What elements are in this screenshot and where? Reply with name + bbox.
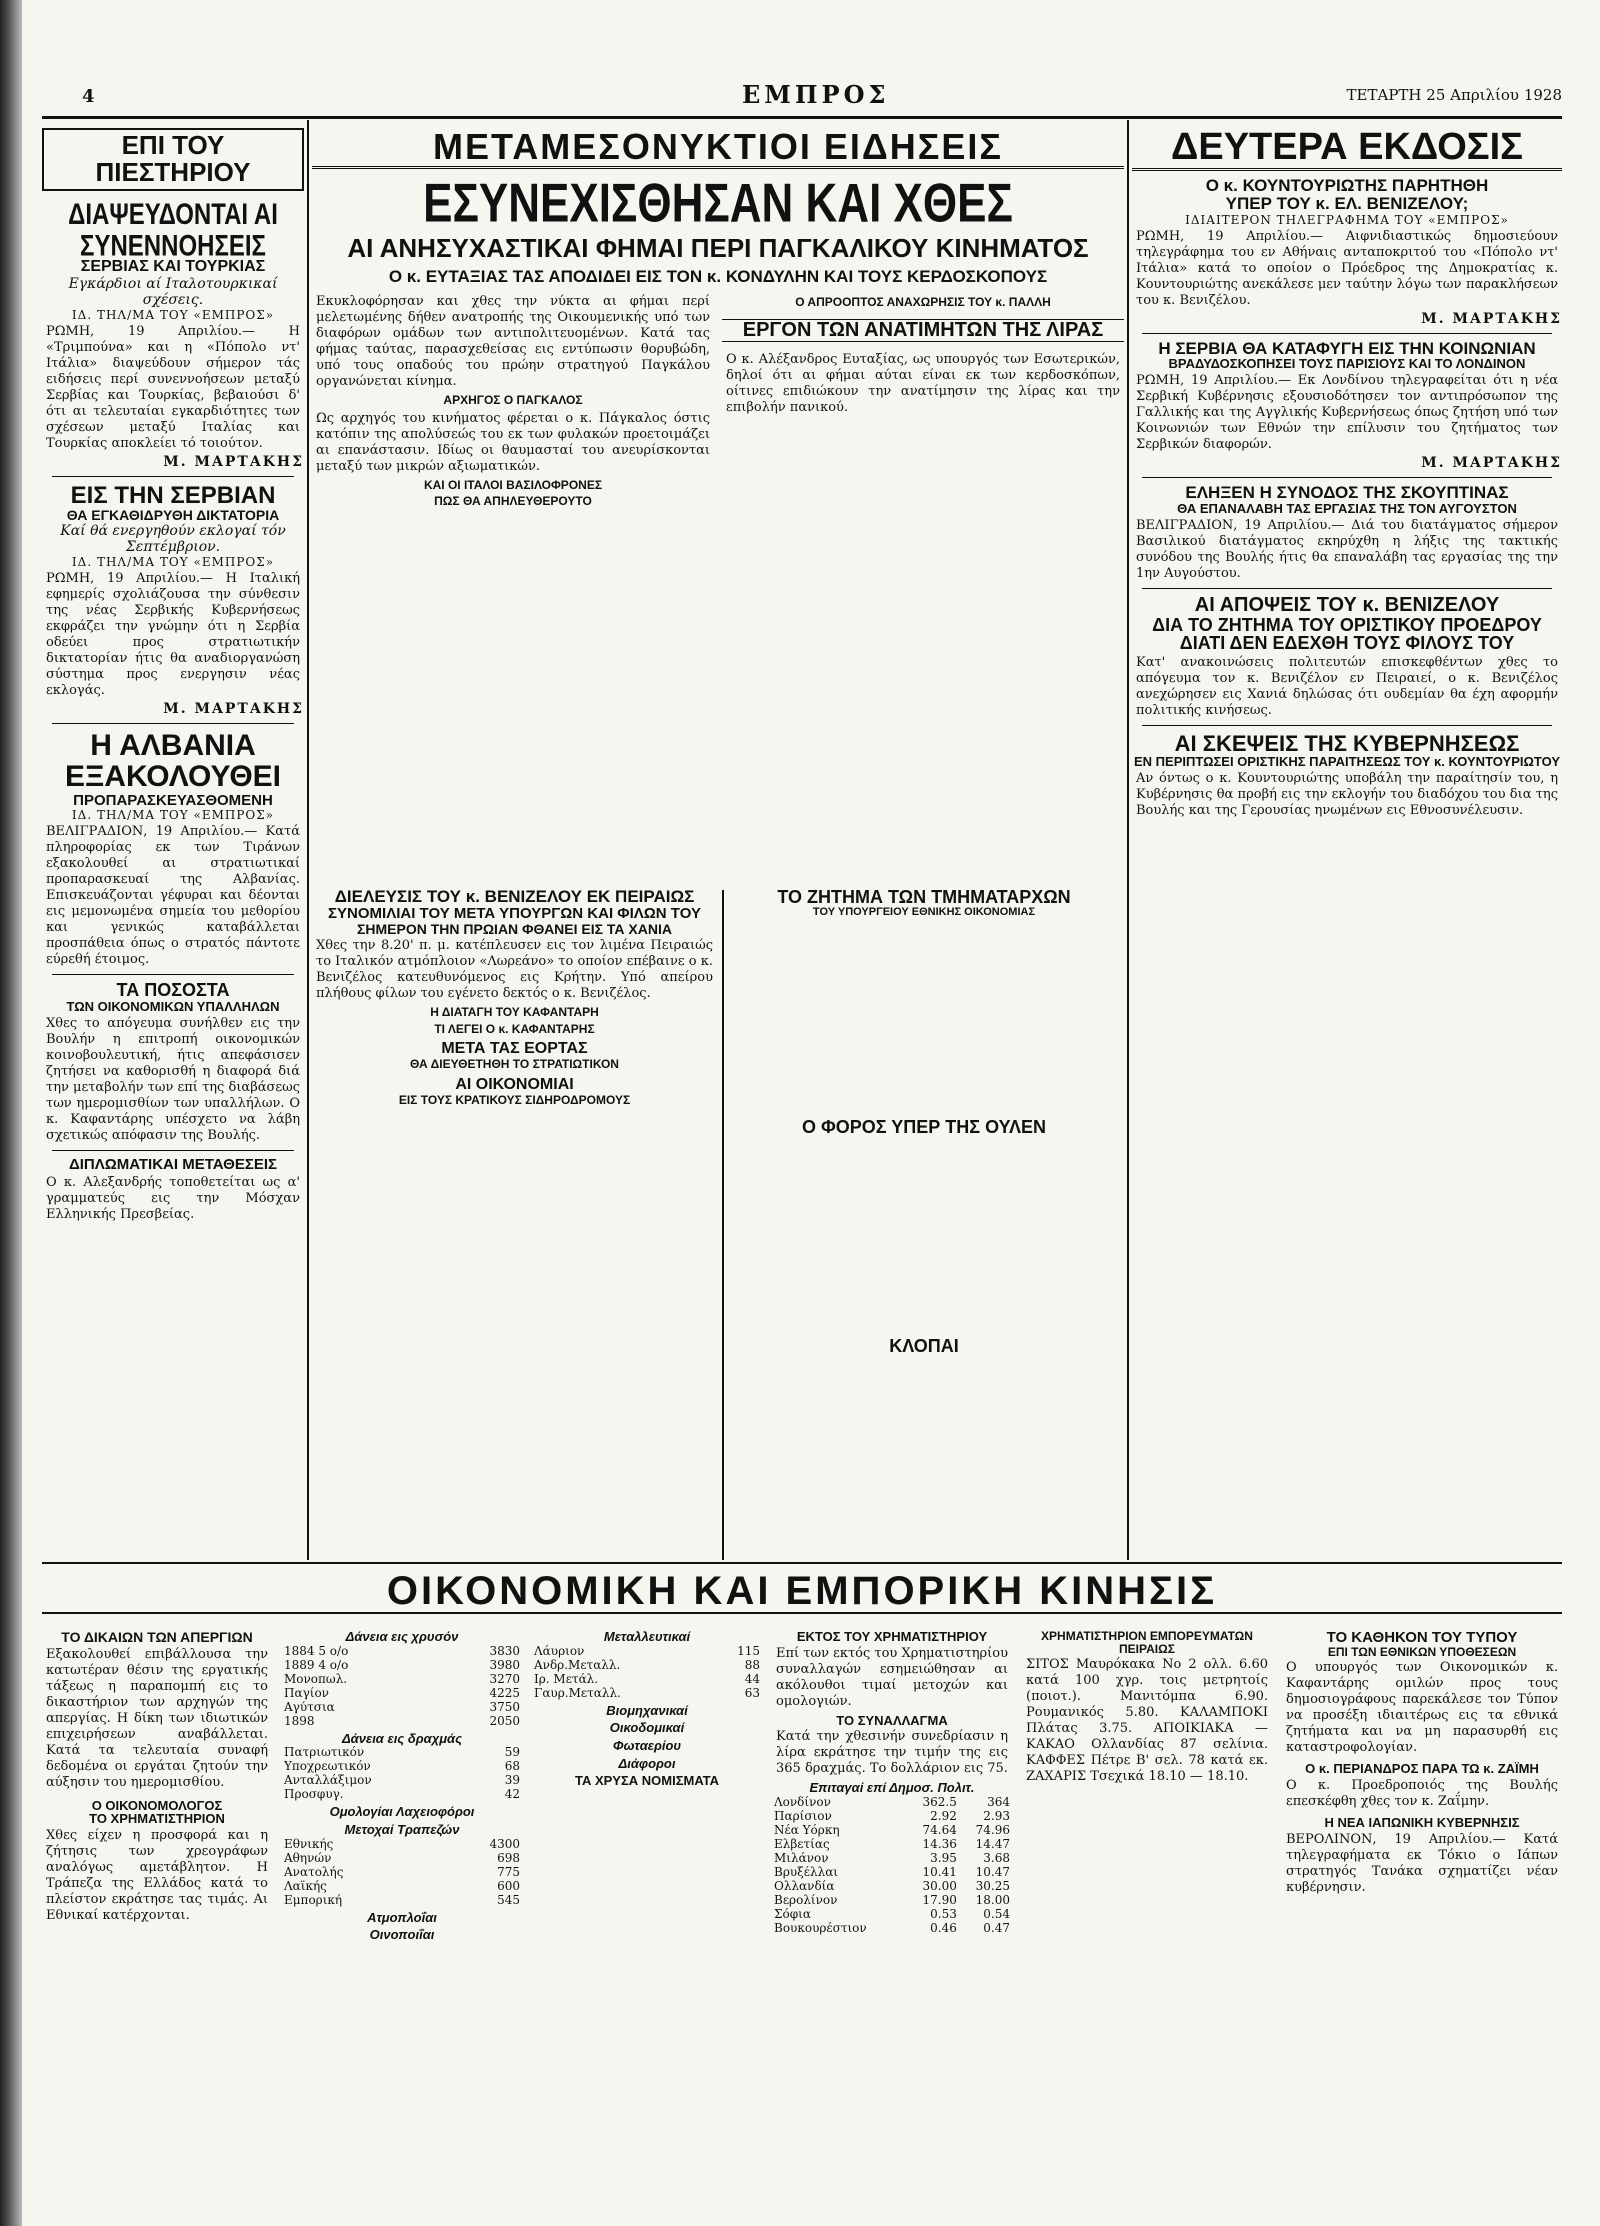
table-value-cell: 600 bbox=[497, 1878, 520, 1893]
table-value-cell: 2.93 bbox=[983, 1808, 1010, 1823]
bond-table bbox=[282, 1745, 522, 1801]
table-value-cell: 63 bbox=[744, 1685, 760, 1700]
article-body: Εξακολουθεί επιβάλλουσα την κατωτέραν θέσιν της εργατικής τάξεως η παραπομπή εις το δικαστήριον των αρχηγών της απεργίας. Η δίκη των ιδιωτικών επιχειρήσεων αναβάλλεται. Κατά τα τελευταία συναφή δεδομένα οι εργάται ζητούν την αύξησιν του ημερομισθίου. bbox=[46, 1646, 268, 1790]
table-label-cell: Ιρ. Μετάλ. bbox=[534, 1671, 599, 1686]
table-label-cell: 1884 5 ο/ο bbox=[284, 1643, 349, 1658]
table-value-cell: 0.53 bbox=[930, 1906, 957, 1921]
article-body: Χθες το απόγευμα συνήλθεν εις την Βουλήν η επιτροπή οικονομικών κοινοβουλευτική, ήτις απεφάσισεν ζητήσει να καθορισθή η διαφορά διά την μεταβολήν των επί της διαβάσεως των ημερομισθίων των υπαλλήλων. Ο κ. Καφαντάρης υπέσχετο να λάβη σχετικώς απόφασιν της Βουλής. bbox=[46, 1015, 300, 1143]
table-value-cell: 0.47 bbox=[983, 1920, 1010, 1935]
table-heading: Επιταγαί επί Δημοσ. Πολιτ. bbox=[809, 1780, 975, 1796]
table-value-cell: 10.47 bbox=[975, 1864, 1010, 1879]
table-value-cell: 39 bbox=[504, 1773, 520, 1788]
table-row bbox=[282, 1837, 522, 1851]
divider bbox=[52, 476, 294, 477]
table-value-cell: 4300 bbox=[489, 1836, 520, 1851]
table-label-cell: Παγίον bbox=[284, 1685, 329, 1700]
table-row bbox=[282, 1879, 522, 1893]
kicker-headline: ΕΠΙ ΤΟΥ ΠΙΕΣΤΗΡΙΟΥ bbox=[42, 128, 304, 191]
table-row bbox=[282, 1745, 522, 1759]
headline: ΕΚΤΟΣ ΤΟΥ ΧΡΗΜΑΤΙΣΤΗΡΙΟΥ bbox=[796, 1630, 988, 1644]
table-heading: Ατμοπλοΐαι bbox=[367, 1909, 437, 1925]
table-label-cell: Αθηνών bbox=[284, 1850, 332, 1865]
table-label-cell: Ολλανδία bbox=[774, 1878, 835, 1893]
table-row bbox=[282, 1686, 522, 1700]
subheadline: ΣΕΡΒΙΑΣ ΚΑΙ ΤΟΥΡΚΙΑΣ bbox=[80, 257, 266, 275]
table-heading: Οινοποιΐαι bbox=[369, 1927, 435, 1943]
crosshead: ΚΑΙ ΟΙ ΙΤΑΛΟΙ ΒΑΣΙΛΟΦΡΟΝΕΣ bbox=[423, 477, 603, 492]
venizelos-article bbox=[312, 888, 717, 1106]
newspaper-name: ΕΜΠΡΟΣ bbox=[742, 80, 890, 109]
table-row bbox=[532, 1672, 762, 1686]
table-value-cell: 42 bbox=[504, 1787, 520, 1802]
article-body: Ως αρχηγός του κινήματος φέρεται ο κ. Πάγκαλος όστις κατόπιν της απολύσεώς του εκ των φυλακών προετοιμάζει αι επανάστασιν. Ιδίως οι θαυμασταί του ανευρίσκονται μεταξύ των μικρών αξιωματικών. bbox=[316, 410, 710, 474]
lead-headline: ΕΣΥΝΕΧΙΣΘΗΣΑΝ ΚΑΙ ΧΘΕΣ bbox=[423, 172, 1013, 234]
table-value-cell: 14.36 bbox=[922, 1836, 957, 1851]
byline: ΙΔΙΑΙΤΕΡΟΝ ΤΗΛΕΓΡΑΦΗΜΑ ΤΟΥ «ΕΜΠΡΟΣ» bbox=[1185, 212, 1509, 227]
table-row bbox=[282, 1893, 522, 1907]
article-body: ΡΩΜΗ, 19 Απριλίου.— Εκ Λονδίνου τηλεγραφείται ότι η νέα Σερβική Κυβέρνησις εξουσιοδότησεν τον αντιπρόσωπον της Γαλλικής και της Αγγλικής Κυβερνήσεως όπως ζητήση υπό των Κοινωνιών των Εθνών την επίλυσιν του ζητήματος των Σερβικών διαφορών. bbox=[1136, 373, 1558, 453]
article-body: Εκυκλοφόρησαν και χθες την νύκτα αι φήμαι περί μελετωμένης δήθεν ανατροπής της Οικουμενικής υπό των διαφόρων ομάδων των αντιπολιτευομένων. Κατά τας φήμας ταύτας, παρασχεθείσας εις εντύπωσιν θορυβώδη, υπό τους οπαδούς του πρώην στρατηγού Παγκάλου οργανώνεται κίνημα. bbox=[316, 294, 710, 390]
table-value-cell: 10.41 bbox=[922, 1864, 957, 1879]
masthead bbox=[42, 80, 1562, 119]
signature: Μ. ΜΑΡΤΑΚΗΣ bbox=[1421, 310, 1562, 327]
deck: Εγκάρδιοι αί Ιταλοτουρκικαί σχέσεις. bbox=[68, 275, 278, 308]
table-row bbox=[282, 1865, 522, 1879]
lead-subheadline: ΑΙ ΑΝΗΣΥΧΑΣΤΙΚΑΙ ΦΗΜΑΙ ΠΕΡΙ ΠΑΓΚΑΛΙΚΟΥ ΚΙΝΗΜΑΤΟΣ bbox=[347, 232, 1089, 263]
headline: ΜΕΤΑ ΤΑΣ ΕΟΡΤΑΣ bbox=[441, 1040, 588, 1058]
table-value-cell: 3.68 bbox=[983, 1850, 1010, 1865]
headline: Η ΑΛΒΑΝΙΑ ΕΞΑΚΟΛΟΥΘΕΙ bbox=[64, 728, 282, 794]
subheadline: ΘΑ ΔΙΕΥΘΕΤΗΘΗ ΤΟ ΣΤΡΑΤΙΩΤΙΚΟΝ bbox=[410, 1057, 619, 1072]
table-label-cell: Πατριωτικόν bbox=[284, 1745, 365, 1760]
mining-table bbox=[532, 1644, 762, 1700]
headline: ΥΠΕΡ ΤΟΥ κ. ΕΛ. ΒΕΝΙΖΕΛΟΥ; bbox=[1225, 193, 1469, 213]
inset-headline: ΕΡΓΟΝ ΤΩΝ ΑΝΑΤΙΜΗΤΩΝ ΤΗΣ ΛΙΡΑΣ bbox=[722, 319, 1124, 342]
headline: ΚΛΟΠΑΙ bbox=[889, 1336, 959, 1357]
table-value-cell: 0.54 bbox=[983, 1906, 1010, 1921]
table-heading: Ομολογίαι Λαχειοφόροι bbox=[329, 1804, 475, 1820]
table-row bbox=[772, 1809, 1012, 1823]
table-value-cell: 0.46 bbox=[930, 1920, 957, 1935]
table-value-cell: 44 bbox=[744, 1671, 760, 1686]
headline: ΔΙΕΛΕΥΣΙΣ ΤΟΥ κ. ΒΕΝΙΖΕΛΟΥ ΕΚ ΠΕΙΡΑΙΩΣ bbox=[334, 887, 695, 906]
table-value-cell: 3830 bbox=[489, 1643, 520, 1658]
table-heading: Μεταλλευτικαί bbox=[603, 1630, 691, 1644]
article-body: ΒΕΡΟΛΙΝΟΝ, 19 Απριλίου.— Κατά τηλεγραφήματα εκ Τόκιο ο Ιάπων στρατηγός Τανάκα σχηματίζει νέαν κυβέρνησιν. bbox=[1286, 1831, 1558, 1895]
crosshead: Η ΔΙΑΤΑΓΗ ΤΟΥ ΚΑΦΑΝΤΑΡΗ bbox=[430, 1005, 599, 1020]
deck: ΣΗΜΕΡΟΝ ΤΗΝ ΠΡΩΙΑΝ ΦΘΑΝΕΙ ΕΙΣ ΤΑ ΧΑΝΙΑ bbox=[356, 920, 672, 937]
subheadline: ΘΑ ΕΓΚΑΘΙΔΡΥΘΗ ΔΙΚΤΑΤΟΡΙΑ bbox=[66, 506, 280, 523]
subheadline: ΤΟ ΧΡΗΜΑΤΙΣΤΗΡΙΟΝ bbox=[89, 1811, 225, 1827]
table-row bbox=[772, 1823, 1012, 1837]
table-row bbox=[282, 1714, 522, 1728]
table-value-cell: 545 bbox=[497, 1892, 520, 1907]
article-body: ΡΩΜΗ, 19 Απριλίου.— Η Ιταλική εφημερίς σχολιάζουσα την σύνθεσιν της νέας Σερβικής Κυβερνήσεως εκφράζει την γνώμην ότι η Σερβία οδεύει προς στρατιωτικήν δικτατορίαν ήτις θα αναδιοργανώση σύστημα προς ενεργησιν νέας εκλογάς. bbox=[46, 570, 300, 698]
headline: ΔΙΠΛΩΜΑΤΙΚΑΙ ΜΕΤΑΘΕΣΕΙΣ bbox=[68, 1155, 278, 1173]
divider bbox=[52, 723, 294, 724]
econ-col-5 bbox=[1022, 1630, 1272, 2190]
econ-col-6 bbox=[1282, 1630, 1562, 2190]
table-value-cell: 2.92 bbox=[930, 1808, 957, 1823]
table-value-cell: 362.5 bbox=[922, 1794, 957, 1809]
table-value-cell: 3.95 bbox=[930, 1850, 957, 1865]
crosshead: ΤΙ ΛΕΓΕΙ Ο κ. ΚΑΦΑΝΤΑΡΗΣ bbox=[434, 1021, 595, 1036]
table-value-cell: 17.90 bbox=[922, 1892, 957, 1907]
article-body: Κατά την χθεσινήν συνεδρίασιν η λίρα εκράτησε την τιμήν της εις 365 δραχμάς. Το δολλάριον εις 75. bbox=[776, 1729, 1008, 1777]
deck: Καί θά ενεργηθούν εκλογαί τόν Σεπτέμβριον. bbox=[60, 522, 286, 555]
table-label-cell: 1889 4 ο/ο bbox=[284, 1657, 349, 1672]
table-value-cell: 59 bbox=[504, 1745, 520, 1760]
signature: Μ. ΜΑΡΤΑΚΗΣ bbox=[163, 700, 304, 717]
article-body: ΡΩΜΗ, 19 Απριλίου.— Αιφνιδιαστικώς δημοσιεύουν τηλεγράφημα του εν Αθήναις ανταποκριτού του «Πόπολο ντ' Ιτάλια» κατά το οποίον ο Πρόεδρος της Δημοκρατίας κ. Κουντουριώτης ανεκάλεσε μεν ταύτην λόγω των παρακλήσεων του κ. Βενιζέλου. bbox=[1136, 228, 1558, 308]
table-heading: Δάνεια εις δραχμάς bbox=[341, 1730, 463, 1746]
article-body: Χθες την 8.20' π. μ. κατέπλευσεν εις τον λιμένα Πειραιώς το Ιταλικόν ατμόπλοιον «Λωρεάνο» το οποίον επέβαινε ο κ. Βενιζέλος κατευθυνόμενος εις Κρήτην. Υπό απείρου πλήθους φίλων του εγένετο δεκτός ο κ. Βενιζέλος. bbox=[316, 938, 714, 1002]
section-rule bbox=[42, 1562, 1562, 1564]
econ-col-1 bbox=[42, 1630, 272, 2190]
byline: ΙΔ. ΤΗΛ/ΜΑ ΤΟΥ «ΕΜΠΡΟΣ» bbox=[71, 808, 275, 823]
divider bbox=[1142, 725, 1552, 726]
table-row bbox=[282, 1644, 522, 1658]
section-banner: ΜΕΤΑΜΕΣΟΝΥΚΤΙΟΙ ΕΙΔΗΣΕΙΣ bbox=[312, 128, 1124, 169]
table-value-cell: 30.00 bbox=[922, 1878, 957, 1893]
column-rule bbox=[307, 120, 309, 1560]
table-value-cell: 2050 bbox=[489, 1713, 520, 1728]
headline: ΑΙ ΣΚΕΨΕΙΣ ΤΗΣ ΚΥΒΕΡΝΗΣΕΩΣ bbox=[1174, 731, 1520, 757]
table-label-cell: Παρίσιον bbox=[774, 1808, 832, 1823]
table-label-cell: Βερολίνον bbox=[774, 1892, 838, 1907]
table-value-cell: 3980 bbox=[489, 1657, 520, 1672]
table-value-cell: 18.00 bbox=[975, 1892, 1010, 1907]
headline: ΔΙΑΤΙ ΔΕΝ ΕΔΕΧΘΗ ΤΟΥΣ ΦΙΛΟΥΣ ΤΟΥ bbox=[1179, 633, 1515, 654]
table-heading: Δάνεια εις χρυσόν bbox=[345, 1630, 459, 1644]
table-row bbox=[532, 1644, 762, 1658]
headline: Η ΣΕΡΒΙΑ ΘΑ ΚΑΤΑΦΥΓΗ ΕΙΣ ΤΗΝ ΚΟΙΝΩΝΙΑΝ bbox=[1158, 338, 1536, 358]
table-row bbox=[282, 1773, 522, 1787]
headline: ΤΑ ΠΟΣΟΣΤΑ bbox=[116, 980, 230, 1001]
signature: Μ. ΜΑΡΤΑΚΗΣ bbox=[1421, 455, 1562, 472]
byline: ΙΔ. ΤΗΛ/ΜΑ ΤΟΥ «ΕΜΠΡΟΣ» bbox=[71, 307, 275, 322]
table-value-cell: 3270 bbox=[489, 1671, 520, 1686]
table-label-cell: Μιλάνον bbox=[774, 1850, 829, 1865]
headline: ΤΟ ΔΙΚΑΙΩΝ ΤΩΝ ΑΠΕΡΓΙΩΝ bbox=[61, 1630, 253, 1645]
table-label-cell: 1898 bbox=[284, 1713, 315, 1728]
headline: ΔΙΑ ΤΟ ΖΗΤΗΜΑ ΤΟΥ ΟΡΙΣΤΙΚΟΥ ΠΡΟΕΔΡΟΥ bbox=[1152, 614, 1542, 635]
table-label-cell: Ανταλλάξιμον bbox=[284, 1773, 372, 1788]
headline: Ο κ. ΚΟΥΝΤΟΥΡΙΩΤΗΣ ΠΑΡΗΤΗΘΗ bbox=[1205, 175, 1489, 195]
subheadline: ΘΑ ΕΠΑΝΑΛΑΒΗ ΤΑΣ ΕΡΓΑΣΙΑΣ ΤΗΣ ΤΟΝ ΑΥΓΟΥΣΤΟΝ bbox=[1177, 500, 1517, 516]
headline: ΤΟ ΣΥΝΑΛΛΑΓΜΑ bbox=[836, 1712, 948, 1728]
article-body: Ο κ. Αλέξανδρος Ευταξίας, ως υπουργός των Εσωτερικών, δηλοί ότι αι φήμαι αύται είναι εκ των κερδοσκόπων, οίτινες επιδιώκουν την ανατίμησιν της λίρας και την επιβολήν πανικού. bbox=[726, 351, 1120, 415]
crosshead: ΑΡΧΗΓΟΣ Ο ΠΑΓΚΑΛΟΣ bbox=[443, 393, 583, 408]
right-center-column bbox=[726, 888, 1122, 1356]
scan-edge bbox=[0, 0, 22, 2226]
table-heading: Οικοδομικαί bbox=[609, 1720, 685, 1736]
article-body: Ο κ. Προεδροποιός της Βουλής επεσκέφθη χθες τον κ. Ζαΐμην. bbox=[1286, 1777, 1558, 1809]
divider bbox=[52, 1150, 294, 1151]
table-label-cell: Λαϊκής bbox=[284, 1878, 327, 1893]
article-body: ΒΕΛΙΓΡΑΔΙΟΝ, 19 Απριλίου.— Κατά πληροφορίας εκ των Τιράνων εξακολουθεί αι στρατιωτικαί προπαρασκευαί της Αλβανίας. Επισκευάζονται γέφυραι και δέονται εις μεμονωμένα σημεία του μεθορίου και γενικώς καταβάλλεται προσπάθεια όπως ο στρατός πάντοτε εύρεθή έτοιμος. bbox=[46, 824, 300, 968]
table-row bbox=[282, 1787, 522, 1801]
table-value-cell: 698 bbox=[497, 1850, 520, 1865]
divider bbox=[52, 974, 294, 975]
table-value-cell: 74.64 bbox=[922, 1822, 957, 1837]
right-column bbox=[1132, 128, 1562, 1558]
section-banner: ΔΕΥΤΕΡΑ ΕΚΔΟΣΙΣ bbox=[1132, 128, 1562, 171]
divider bbox=[1142, 588, 1552, 589]
table-value-cell: 115 bbox=[737, 1643, 760, 1658]
table-label-cell: Ανατολής bbox=[284, 1864, 344, 1879]
subheadline: ΠΡΟΠΑΡΑΣΚΕΥΑΣΘΟΜΕΝΗ bbox=[73, 791, 273, 809]
subheadline: ΣΥΝΟΜΙΛΙΑΙ ΤΟΥ ΜΕΤΑ ΥΠΟΥΡΓΩΝ ΚΑΙ ΦΙΛΩΝ ΤΟΥ bbox=[328, 904, 701, 922]
table-label-cell: Βουκουρέστιον bbox=[774, 1920, 867, 1935]
crosshead: ΠΩΣ ΘΑ ΑΠΗΛΕΥΘΕΡΟΥΤΟ bbox=[434, 494, 592, 509]
table-label-cell: Γαυρ.Μεταλλ. bbox=[534, 1685, 621, 1700]
table-value-cell: 4225 bbox=[489, 1685, 520, 1700]
table-heading: ΤΑ ΧΡΥΣΑ ΝΟΜΙΣΜΑΤΑ bbox=[574, 1773, 720, 1789]
byline: ΙΔ. ΤΗΛ/ΜΑ ΤΟΥ «ΕΜΠΡΟΣ» bbox=[71, 554, 275, 569]
table-row bbox=[772, 1893, 1012, 1907]
table-row bbox=[772, 1921, 1012, 1935]
center-section bbox=[312, 128, 1124, 1558]
table-label-cell: Εμπορική bbox=[284, 1892, 343, 1907]
headline: ΤΟ ΖΗΤΗΜΑ ΤΩΝ ΤΜΗΜΑΤΑΡΧΩΝ bbox=[777, 887, 1071, 907]
headline: ΑΙ ΟΙΚΟΝΟΜΙΑΙ bbox=[455, 1075, 574, 1093]
table-value-cell: 775 bbox=[497, 1864, 520, 1879]
divider bbox=[1142, 477, 1552, 478]
divider bbox=[1142, 333, 1552, 334]
table-value-cell: 3750 bbox=[489, 1699, 520, 1714]
table-label-cell: Λονδίνον bbox=[774, 1794, 831, 1809]
econ-col-4 bbox=[772, 1630, 1012, 2190]
table-row bbox=[772, 1837, 1012, 1851]
article-body: ΡΩΜΗ, 19 Απριλίου.— Η «Τριμπούνα» και η «Πόπολο ντ' Ιτάλια» διαψεύδουν σήμερον τάς ειδήσεις περί συνεννοήσεων μεταξύ Σερβίας και Τουρκίας, βεβαιούσι δ' ότι αι τελευταίαι εγκαρδιότητες των σχέσεων μεταξύ Ιταλίας και Τουρκίας αποκλείει τό τοιούτον. bbox=[46, 323, 300, 451]
econ-col-3 bbox=[532, 1630, 762, 2190]
table-value-cell: 364 bbox=[987, 1794, 1010, 1809]
table-label-cell: Ελβετίας bbox=[774, 1836, 830, 1851]
table-row bbox=[282, 1851, 522, 1865]
table-row bbox=[772, 1907, 1012, 1921]
text-column bbox=[312, 292, 714, 512]
table-label-cell: Προσφυγ. bbox=[284, 1787, 344, 1802]
headline: ΔΙΑΨΕΥΔΟΝΤΑΙ ΑΙ ΣΥΝΕΝΝΟΗΣΕΙΣ bbox=[68, 197, 278, 263]
table-row bbox=[772, 1851, 1012, 1865]
lead-deck: Ο κ. ΕΥΤΑΞΙΑΣ ΤΑΣ ΑΠΟΔΙΔΕΙ ΕΙΣ ΤΟΝ κ. ΚΟΝΔΥΛΗΝ ΚΑΙ ΤΟΥΣ ΚΕΡΔΟΣΚΟΠΟΥΣ bbox=[388, 267, 1048, 287]
article-body: Αν όντως ο κ. Κουντουριώτης υποβάλη την παραίτησίν του, η Κυβέρνησις θα προβή εις την εκλογήν του διαδόχου του δια της Βουλής και της Γερουσίας ηνωμένων εις Εθνοσυνέλευσιν. bbox=[1136, 771, 1558, 819]
table-value-cell: 14.47 bbox=[975, 1836, 1010, 1851]
econ-col-2 bbox=[282, 1630, 522, 2190]
table-label-cell: Αγύτσια bbox=[284, 1699, 335, 1714]
table-label-cell: Υποχρεωτικόν bbox=[284, 1759, 371, 1774]
lead-article bbox=[312, 292, 1124, 512]
table-heading: Διάφοροι bbox=[618, 1755, 676, 1771]
newspaper-page bbox=[42, 70, 1562, 2200]
headline: ΕΙΣ ΤΗΝ ΣΕΡΒΙΑΝ bbox=[70, 481, 276, 509]
table-row bbox=[282, 1759, 522, 1773]
headline: Ο ΟΙΚΟΝΟΜΟΛΟΓΟΣ bbox=[91, 1797, 223, 1813]
table-label-cell: Βρυξέλλαι bbox=[774, 1864, 839, 1879]
subheadline: ΤΟΥ ΥΠΟΥΡΓΕΙΟΥ ΕΘΝΙΚΗΣ ΟΙΚΟΝΟΜΙΑΣ bbox=[812, 905, 1036, 918]
signature: Μ. ΜΑΡΤΑΚΗΣ bbox=[163, 453, 304, 470]
table-value-cell: 30.25 bbox=[975, 1878, 1010, 1893]
headline: Ο ΦΟΡΟΣ ΥΠΕΡ ΤΗΣ ΟΥΛΕΝ bbox=[802, 1117, 1046, 1138]
table-row bbox=[282, 1700, 522, 1714]
table-label-cell: Λάυριον bbox=[534, 1643, 585, 1658]
subheadline: ΕΙΣ ΤΟΥΣ ΚΡΑΤΙΚΟΥΣ ΣΙΔΗΡΟΔΡΟΜΟΥΣ bbox=[398, 1092, 631, 1107]
subheadline: ΕΝ ΠΕΡΙΠΤΩΣΕΙ ΟΡΙΣΤΙΚΗΣ ΠΑΡΑΙΤΗΣΕΩΣ ΤΟΥ κ. ΚΟΥΝΤΟΥΡΙΩΤΟΥ bbox=[1133, 754, 1561, 770]
issue-date: ΤΕΤΑΡΤΗ 25 Απριλίου 1928 bbox=[1346, 86, 1562, 104]
exchange-rate-table bbox=[772, 1795, 1012, 1935]
table-row bbox=[532, 1686, 762, 1700]
article-body: ΣΙΤΟΣ Μαυρόκακα Νο 2 ολλ. 6.60 κατά 100 χγρ. τοις μετρητοίς (ποιοτ.). Μανιτόμπα 6.90. Ρουμανικός 5.80. ΚΑΛΑΜΠΟΚΙ Πλάτας 3.75. ΑΠΟΙΚΙΑΚΑ — ΚΑΚΑΟ Ολλανδίας 87 σελίνια. ΚΑΦΦΕΣ Πέτρε Β' σελ. 78 κατά εκ. ΖΑΧΑΡΙΣ Τσεχικά 18.10 — 18.10. bbox=[1026, 1657, 1268, 1785]
left-column bbox=[42, 128, 304, 1558]
headline: ΧΡΗΜΑΤΙΣΤΗΡΙΟΝ ΕΜΠΟΡΕΥΜΑΤΩΝ ΠΕΙΡΑΙΩΣ bbox=[1041, 1630, 1253, 1656]
headline: Ο κ. ΠΕΡΙΑΝΔΡΟΣ ΠΑΡΑ ΤΩ κ. ΖΑΪΜΗ bbox=[1305, 1761, 1539, 1777]
text-column bbox=[722, 292, 1124, 512]
table-row bbox=[282, 1672, 522, 1686]
headline: ΕΛΗΞΕΝ Η ΣΥΝΟΔΟΣ ΤΗΣ ΣΚΟΥΠΤΙΝΑΣ bbox=[1185, 483, 1509, 503]
bank-shares-table bbox=[282, 1837, 522, 1907]
econ-banner: ΟΙΚΟΝΟΜΙΚΗ ΚΑΙ ΕΜΠΟΡΙΚΗ ΚΙΝΗΣΙΣ bbox=[42, 1570, 1562, 1614]
table-label-cell: Ανδρ.Μεταλλ. bbox=[534, 1657, 621, 1672]
subheadline: ΤΩΝ ΟΙΚΟΝΟΜΙΚΩΝ ΥΠΑΛΛΗΛΩΝ bbox=[66, 999, 280, 1015]
article-body: Χθες είχεν η προσφορά και η ζήτησις των χρεογράφων αναλόγως αμετάβλητον. Η Τράπεζα της Ελλάδος κατά το πλείστον εκράτησε τας τιμάς. Αι Εθνικαί κατέρχονται. bbox=[46, 1827, 268, 1923]
table-value-cell: 68 bbox=[504, 1759, 520, 1774]
table-heading: Φωταερίου bbox=[612, 1737, 682, 1753]
headline: ΤΟ ΚΑΘΗΚΟΝ ΤΟΥ ΤΥΠΟΥ bbox=[1326, 1630, 1518, 1646]
subheadline: ΒΡΑΔΥΔΟΣΚΟΠΗΣΕΙ ΤΟΥΣ ΠΑΡΙΣΙΟΥΣ ΚΑΙ ΤΟ ΛΟΝΔΙΝΟΝ bbox=[1168, 356, 1526, 372]
headline: ΑΙ ΑΠΟΨΕΙΣ ΤΟΥ κ. ΒΕΝΙΖΕΛΟΥ bbox=[1194, 593, 1500, 616]
table-label-cell: Σόφια bbox=[774, 1906, 811, 1921]
table-label-cell: Μονοπωλ. bbox=[284, 1671, 348, 1686]
subheadline: ΕΠΙ ΤΩΝ ΕΘΝΙΚΩΝ ΥΠΟΘΕΣΕΩΝ bbox=[1327, 1644, 1517, 1659]
column-rule bbox=[1127, 120, 1129, 1560]
headline: Η ΝΕΑ ΙΑΠΩΝΙΚΗ ΚΥΒΕΡΝΗΣΙΣ bbox=[1324, 1814, 1520, 1830]
table-value-cell: 88 bbox=[744, 1657, 760, 1672]
page-number: 4 bbox=[82, 86, 95, 107]
table-label-cell: Εθνικής bbox=[284, 1836, 334, 1851]
table-row bbox=[772, 1865, 1012, 1879]
table-row bbox=[532, 1658, 762, 1672]
article-body: Ο κ. Αλεξανδρής τοποθετείται ως α' γραμματεύς εις την Μόσχαν Ελληνικής Πρεσβείας. bbox=[46, 1174, 300, 1222]
article-body: ΒΕΛΙΓΡΑΔΙΟΝ, 19 Απριλίου.— Διά του διατάγματος σήμερον Βασιλικού διατάγματος εκηρύχθη η λήξις της τακτικής συνόδου της Βουλής ήτις θα επαναλάβη τας εργασίας της την 1ην Αυγούστου. bbox=[1136, 517, 1558, 581]
table-label-cell: Νέα Υόρκη bbox=[774, 1822, 840, 1837]
table-heading: Βιομηχανικαί bbox=[606, 1702, 688, 1718]
crosshead: Ο ΑΠΡΟΟΠΤΟΣ ΑΝΑΧΩΡΗΣΙΣ ΤΟΥ κ. ΠΑΛΛΗ bbox=[795, 295, 1051, 310]
table-value-cell: 74.96 bbox=[975, 1822, 1010, 1837]
table-row bbox=[772, 1795, 1012, 1809]
article-body: Κατ' ανακοινώσεις πολιτευτών επισκεφθέντων χθες το απόγευμα τον κ. Βενιζέλον εν Πειραιεί, ο κ. Βενιζέλος ανεχώρησεν εις Χανιά δηλώσας ότι ουδεμίαν θα έχη αφορμήν πολιτικής κινήσεως. bbox=[1136, 655, 1558, 719]
table-row bbox=[282, 1658, 522, 1672]
bond-table bbox=[282, 1644, 522, 1728]
article-body: Επί των εκτός του Χρηματιστηρίου συναλλαγών εσημειώθησαν αι ακόλουθοι τιμαί μετοχών και ομολογιών. bbox=[776, 1645, 1008, 1709]
article-body: Ο υπουργός των Οικονομικών κ. Καφαντάρης ομιλών προς τους δημοσιογράφους παρεκάλεσε τον Τύπον να προσέξη ιδιαιτέρως εις τα εθνικά ζητήματα και να μη παρασυρθή εις καταστροφολογίαν. bbox=[1286, 1660, 1558, 1756]
table-heading: Μετοχαί Τραπεζών bbox=[344, 1821, 460, 1837]
table-row bbox=[772, 1879, 1012, 1893]
